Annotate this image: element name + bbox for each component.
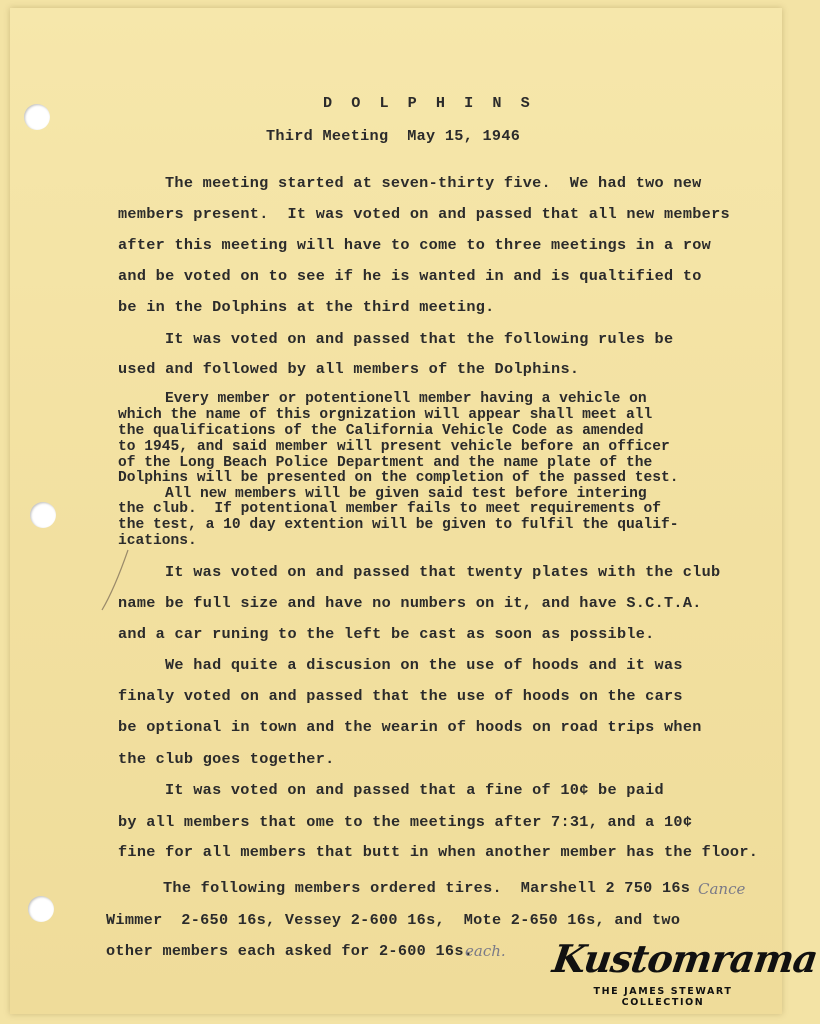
paragraph-line: be in the Dolphins at the third meeting. [118, 298, 495, 316]
paragraph-line: ications. [118, 533, 197, 549]
handwritten-cancel-note: Cance [698, 880, 746, 898]
paragraph-line: be optional in town and the wearin of hoods on road trips when [118, 718, 702, 736]
kustomrama-watermark [549, 936, 820, 1008]
paragraph-line: used and followed by all members of the Dolphins. [118, 360, 580, 378]
paragraph-line: to 1945, and said member will present vehicle before an officer [118, 439, 670, 455]
paragraph-line: the qualifications of the California Vehicle Code as amended [118, 423, 644, 439]
paragraph-line: It was voted on and passed that the following rules be [165, 330, 674, 348]
punch-hole-middle [30, 502, 56, 528]
paragraph-line: The meeting started at seven-thirty five. We had two new [165, 174, 702, 192]
paragraph-line: Dolphins will be presented on the completion of the passed test. [118, 470, 679, 486]
paragraph-line: and be voted on to see if he is wanted in and is qualtified to [118, 267, 702, 285]
paragraph-line: It was voted on and passed that twenty plates with the club [165, 563, 721, 581]
paragraph-line: after this meeting will have to come to three meetings in a row [118, 236, 712, 254]
paragraph-line: by all members that ome to the meetings after 7:31, and a 10¢ [118, 813, 693, 831]
paragraph-line: The following members ordered tires. Marshell 2 750 16s [163, 879, 691, 897]
paragraph-line: the test, a 10 day extention will be given to fulfil the qualif- [118, 517, 679, 533]
paragraph-line: of the Long Beach Police Department and the name plate of the [118, 455, 653, 471]
document-subtitle: Third Meeting May 15, 1946 [266, 127, 521, 145]
watermark-tagline: THE JAMES STEWART COLLECTION [593, 986, 733, 1008]
handwritten-each-note: each. [465, 942, 506, 960]
paragraph-line: name be full size and have no numbers on it, and have S.C.T.A. [118, 594, 702, 612]
document-title: D O L P H I N S [323, 94, 535, 112]
paragraph-line: All new members will be given said test before intering [165, 486, 647, 502]
paragraph-line: other members each asked for 2-600 16s. [106, 942, 474, 960]
punch-hole-top [24, 104, 50, 130]
paragraph-line: We had quite a discusion on the use of hoods and it was [165, 656, 683, 674]
paragraph-line: Every member or potentionell member having a vehicle on [165, 391, 647, 407]
watermark-logo: Kustomrama [549, 936, 820, 981]
paragraph-line: the club goes together. [118, 750, 335, 768]
paragraph-line: members present. It was voted on and passed that all new members [118, 205, 730, 223]
paragraph-line: the club. If potentional member fails to meet requirements of [118, 501, 661, 517]
paragraph-line: which the name of this orgnization will appear shall meet all [118, 407, 653, 423]
paragraph-line: and a car runing to the left be cast as soon as possible. [118, 625, 655, 643]
paragraph-line: It was voted on and passed that a fine of 10¢ be paid [165, 781, 664, 799]
paragraph-line: fine for all members that butt in when another member has the floor. [118, 843, 759, 861]
punch-hole-bottom [28, 896, 54, 922]
paragraph-line: finaly voted on and passed that the use of hoods on the cars [118, 687, 683, 705]
paragraph-line: Wimmer 2-650 16s, Vessey 2-600 16s, Mote 2-650 16s, and two [106, 911, 681, 929]
